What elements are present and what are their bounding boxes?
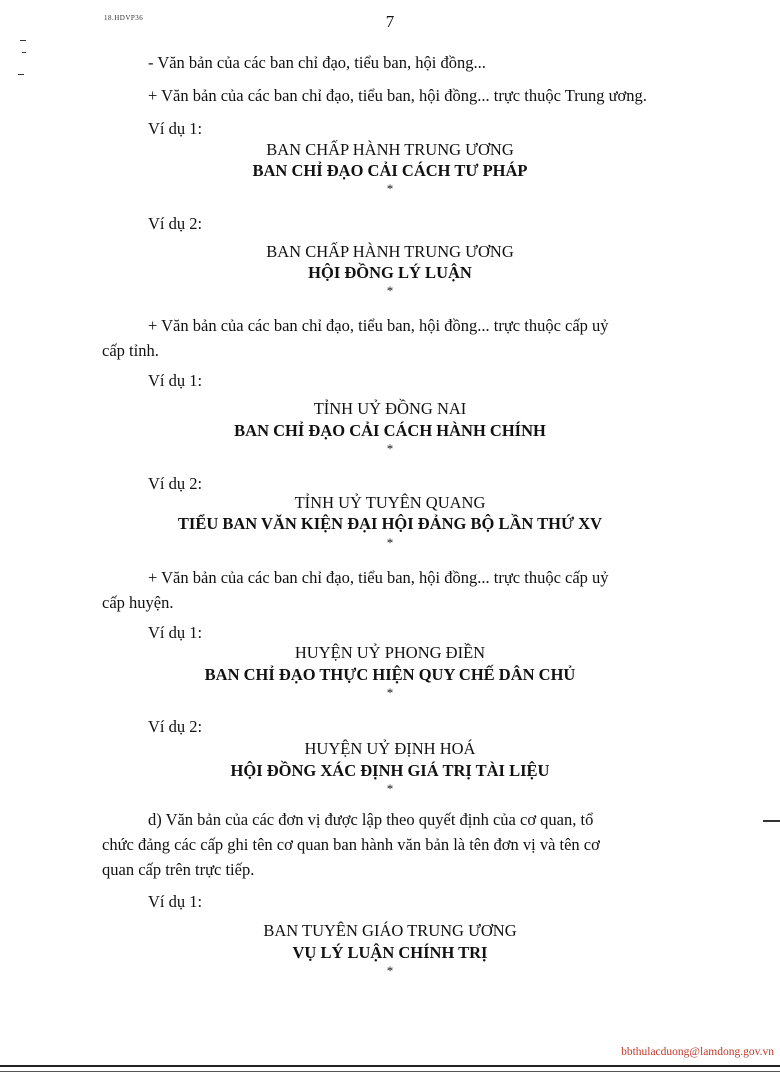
example-parent-org: BAN TUYÊN GIÁO TRUNG ƯƠNG (263, 921, 517, 940)
bottom-border (0, 1071, 780, 1072)
line-trung-uong: + Văn bản của các ban chỉ đạo, tiểu ban, hội đồng... trực thuộc Trung ương. (148, 86, 647, 105)
example-unit: BAN CHỈ ĐẠO CẢI CÁCH TƯ PHÁP (252, 161, 528, 180)
paragraph-d-line1: d) Văn bản của các đơn vị được lập theo quyết định của cơ quan, tổ (148, 810, 594, 829)
example-label: Ví dụ 1: (148, 119, 203, 138)
example-parent-org: BAN CHẤP HÀNH TRUNG ƯƠNG (266, 242, 514, 261)
example-unit: HỘI ĐỒNG XÁC ĐỊNH GIÁ TRỊ TÀI LIỆU (230, 761, 550, 780)
scan-mark (18, 74, 24, 75)
paragraph-d-line3: quan cấp trên trực tiếp. (102, 860, 255, 879)
separator-star: * (386, 181, 394, 196)
bottom-border (0, 1065, 780, 1067)
paragraph-tinh-line2: cấp tỉnh. (102, 341, 159, 360)
separator-star: * (386, 781, 394, 796)
example-parent-org: HUYỆN UỶ ĐỊNH HOÁ (304, 739, 476, 758)
paragraph-huyen-line2: cấp huyện. (102, 593, 174, 612)
paragraph-tinh-line1: + Văn bản của các ban chỉ đạo, tiểu ban, hội đồng... trực thuộc cấp uỷ (148, 316, 609, 335)
example-unit: BAN CHỈ ĐẠO CẢI CÁCH HÀNH CHÍNH (234, 421, 546, 440)
separator-star: * (386, 963, 394, 978)
example-unit: VỤ LÝ LUẬN CHÍNH TRỊ (292, 943, 488, 962)
paragraph-huyen-line1: + Văn bản của các ban chỉ đạo, tiểu ban, hội đồng... trực thuộc cấp uỷ (148, 568, 609, 587)
example-label: Ví dụ 1: (148, 892, 203, 911)
separator-star: * (386, 283, 394, 298)
example-parent-org: BAN CHẤP HÀNH TRUNG ƯƠNG (266, 140, 514, 159)
example-parent-org: TỈNH UỶ ĐỒNG NAI (313, 399, 467, 418)
example-label: Ví dụ 2: (148, 214, 203, 233)
example-unit: BAN CHỈ ĐẠO THỰC HIỆN QUY CHẾ DÂN CHỦ (204, 665, 576, 684)
scan-mark (20, 40, 26, 41)
separator-star: * (386, 685, 394, 700)
example-parent-org: TỈNH UỶ TUYÊN QUANG (294, 493, 486, 512)
example-unit: TIỂU BAN VĂN KIỆN ĐẠI HỘI ĐẢNG BỘ LẦN THỨ XV (177, 514, 603, 533)
separator-star: * (386, 535, 394, 550)
example-label: Ví dụ 2: (148, 717, 203, 736)
line-dash: - Văn bản của các ban chỉ đạo, tiểu ban, hội đồng... (148, 53, 486, 72)
scan-mark (763, 820, 780, 822)
watermark-email: bbthulacduong@lamdong.gov.vn (621, 1046, 774, 1058)
example-parent-org: HUYỆN UỶ PHONG ĐIỀN (294, 643, 486, 662)
example-unit: HỘI ĐỒNG LÝ LUẬN (308, 263, 472, 282)
example-label: Ví dụ 2: (148, 474, 203, 493)
separator-star: * (386, 441, 394, 456)
scan-mark (22, 52, 26, 53)
paragraph-d-line2: chức đảng các cấp ghi tên cơ quan ban hành văn bản là tên đơn vị và tên cơ (102, 835, 600, 854)
document-code: 18.HDVP36 (104, 14, 144, 22)
example-label: Ví dụ 1: (148, 623, 203, 642)
page-number: 7 (385, 12, 395, 31)
example-label: Ví dụ 1: (148, 371, 203, 390)
